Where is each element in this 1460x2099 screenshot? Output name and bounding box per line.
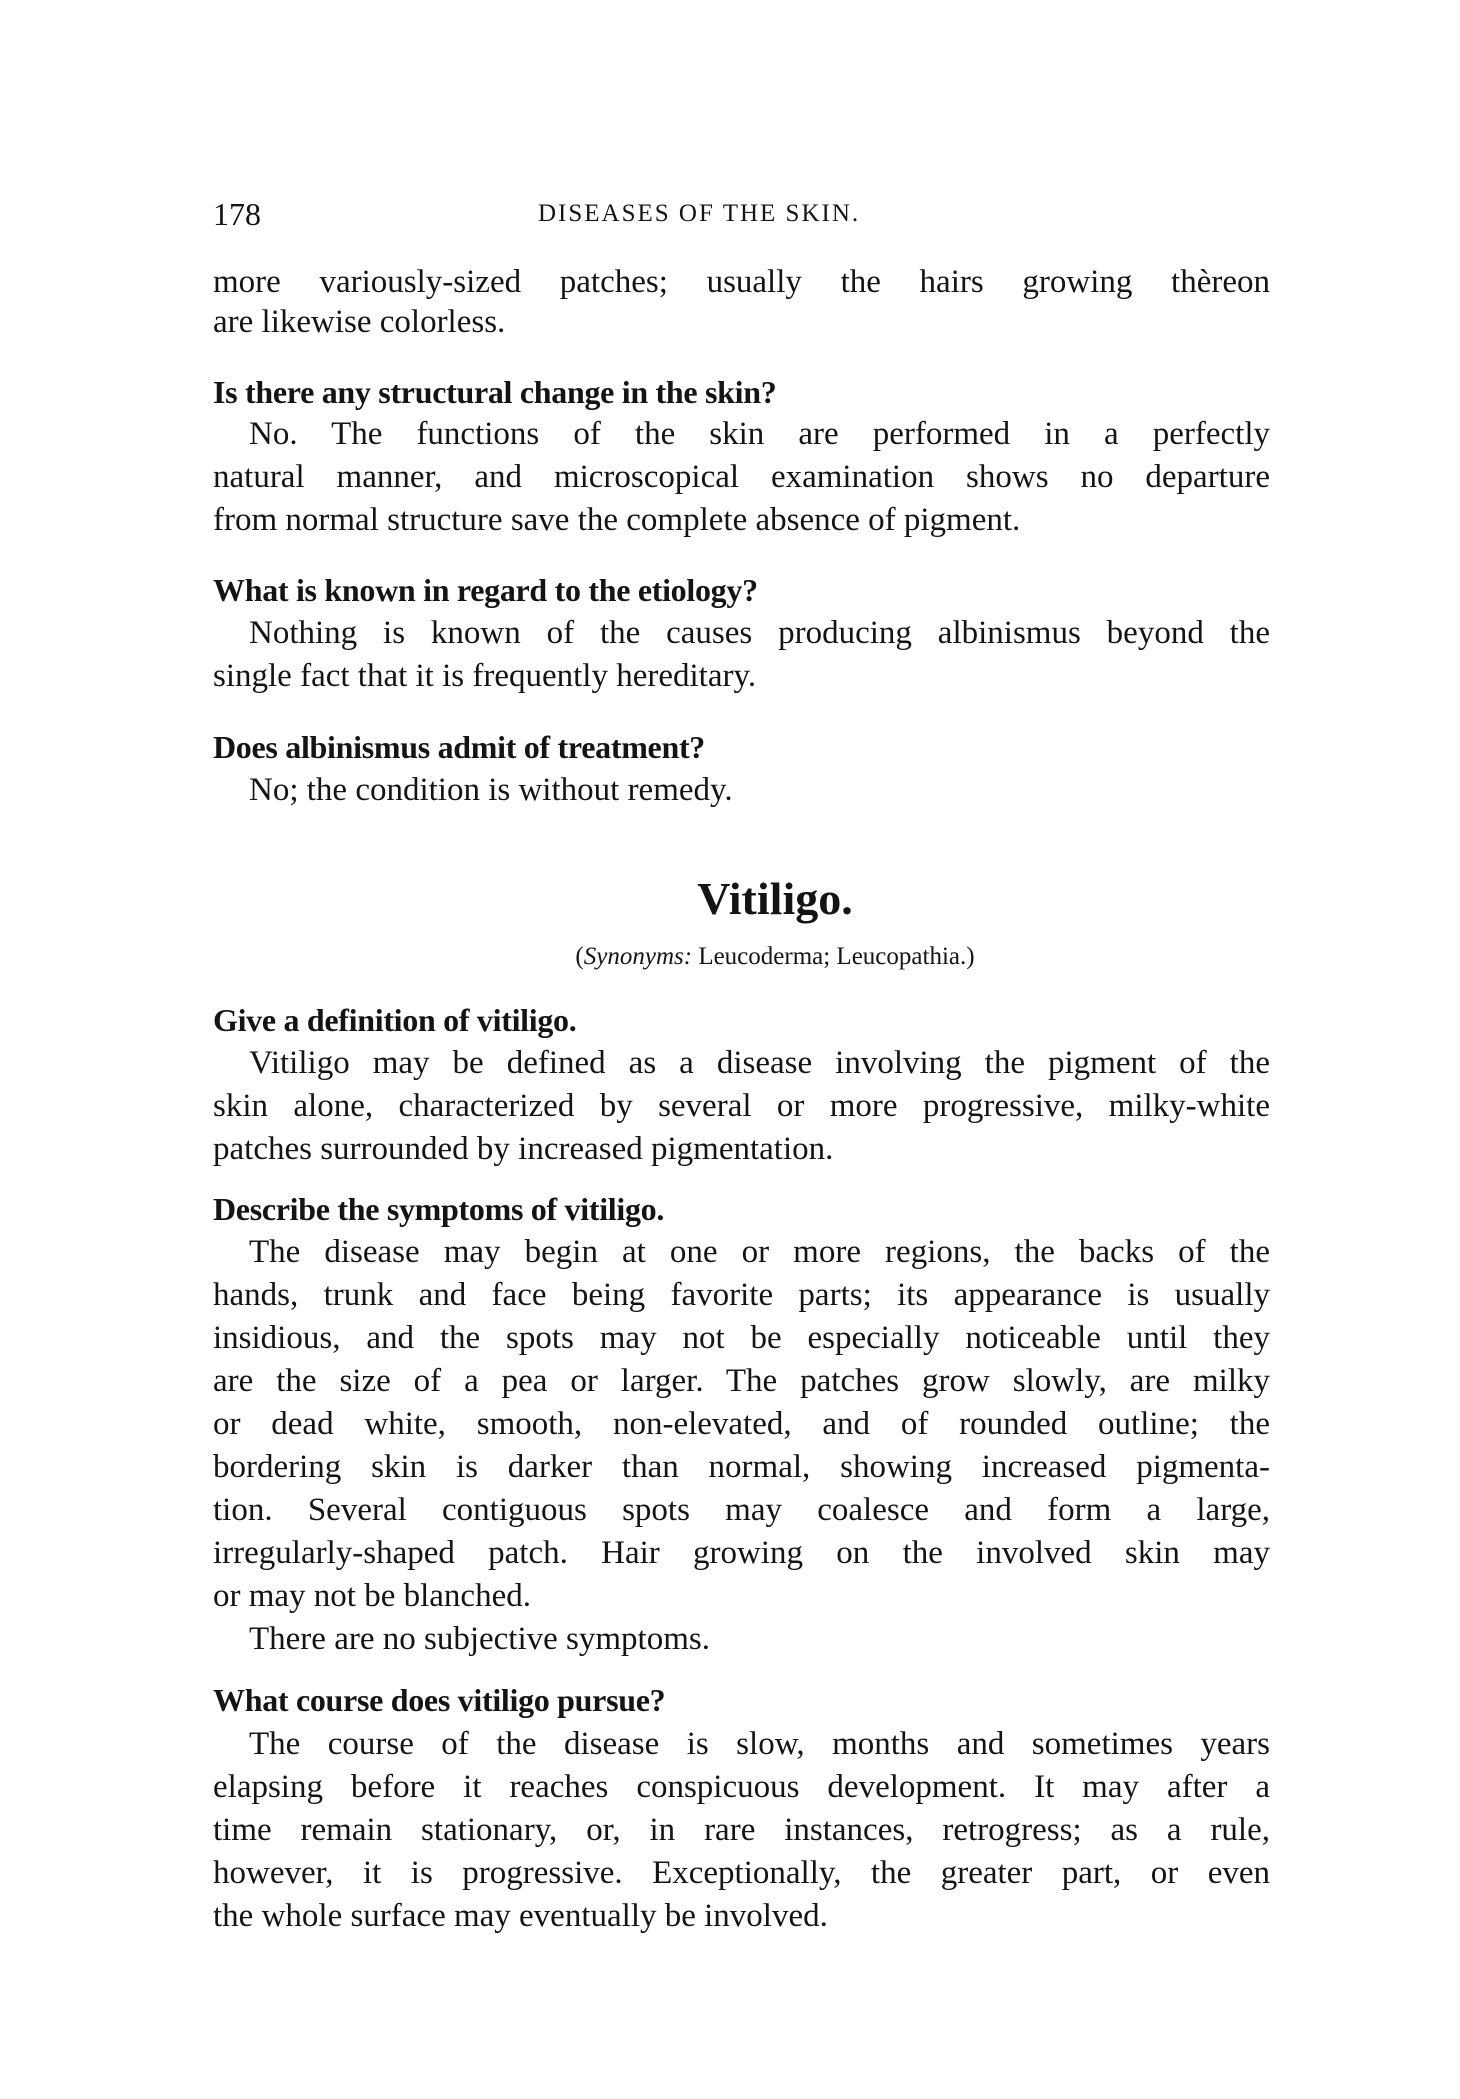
text-line: are the size of a pea or larger. The patches grow slowly, are milky	[213, 1363, 1270, 1399]
text-line: elapsing before it reaches conspicuous development. It may after a	[213, 1769, 1270, 1805]
section-title: Vitiligo.	[697, 873, 853, 924]
text-line: the whole surface may eventually be involved.	[213, 1898, 828, 1934]
text-line: natural manner, and microscopical examination shows no departure	[213, 459, 1270, 495]
text-line: irregularly-shaped patch. Hair growing on the involved skin may	[213, 1535, 1270, 1571]
page-number: 178	[213, 196, 261, 232]
text-line: time remain stationary, or, in rare instances, retrogress; as a rule,	[213, 1812, 1270, 1848]
text-line: hands, trunk and face being favorite parts; its appearance is usually	[213, 1277, 1270, 1313]
text-line: The disease may begin at one or more regions, the backs of the	[249, 1234, 1270, 1270]
question-heading: Does albinismus admit of treatment?	[213, 729, 706, 765]
text-line: patches surrounded by increased pigmentation.	[213, 1131, 834, 1167]
text-line: single fact that it is frequently hereditary.	[213, 658, 757, 694]
text-line: No. The functions of the skin are performed in a perfectly	[249, 416, 1270, 452]
question-heading: Give a definition of vitiligo.	[213, 1002, 577, 1038]
text-line: skin alone, characterized by several or more progressive, milky-white	[213, 1088, 1270, 1124]
text-line: The course of the disease is slow, months and sometimes years	[249, 1726, 1270, 1762]
question-heading: What is known in regard to the etiology?	[213, 572, 758, 608]
text-line: from normal structure save the complete absence of pigment.	[213, 502, 1021, 538]
text-line: or dead white, smooth, non-elevated, and of rounded outline; the	[213, 1406, 1270, 1442]
question-heading: Describe the symptoms of vitiligo.	[213, 1191, 665, 1227]
question-heading: Is there any structural change in the skin?	[213, 374, 777, 410]
question-heading: What course does vitiligo pursue?	[213, 1682, 666, 1718]
text-line: however, it is progressive. Exceptionally, the greater part, or even	[213, 1855, 1270, 1891]
text-line: tion. Several contiguous spots may coalesce and form a large,	[213, 1492, 1270, 1528]
text-line: more variously-sized patches; usually the hairs growing thèreon	[213, 264, 1270, 300]
text-line: No; the condition is without remedy.	[249, 772, 733, 808]
text-line: Nothing is known of the causes producing albinismus beyond the	[249, 615, 1270, 651]
text-line: Vitiligo may be defined as a disease involving the pigment of the	[249, 1045, 1270, 1081]
synonyms-open: (	[575, 943, 584, 970]
running-head	[213, 196, 1270, 236]
text-line: bordering skin is darker than normal, showing increased pigmenta-	[213, 1449, 1270, 1485]
synonyms-text: Leucoderma; Leucopathia.)	[698, 943, 975, 970]
synonyms-label: Synonyms:	[583, 943, 693, 970]
text-line: There are no subjective symptoms.	[249, 1621, 710, 1657]
text-line: insidious, and the spots may not be especially noticeable until they	[213, 1320, 1270, 1356]
synonyms-line	[0, 943, 1460, 971]
running-title: DISEASES OF THE SKIN.	[538, 200, 861, 227]
text-line: are likewise colorless.	[213, 304, 506, 340]
text-line: or may not be blanched.	[213, 1578, 531, 1614]
